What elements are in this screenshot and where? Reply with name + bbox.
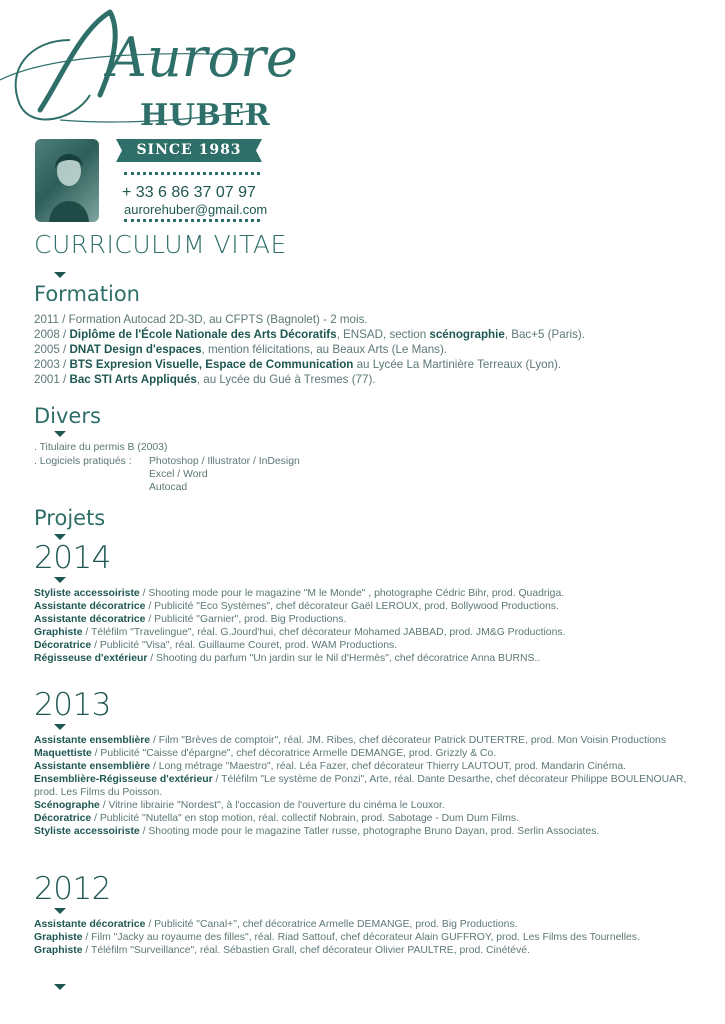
projects-2014-list [34,587,694,665]
project-item: Régisseuse d'extérieur / Shooting du parfum "Un jardin sur le Nil d'Hermès", chef décoratrice Anna BURNS.. [34,653,541,664]
project-item: Scénographe / Vitrine librairie "Nordest", à l'occasion de l'ouverture du cinéma le Louxor. [34,800,445,811]
logiciels-label: . Logiciels pratiqués : [34,456,132,467]
projects-2013-list [34,734,694,838]
logiciels-item: Photoshop / Illustrator / InDesign [149,456,300,467]
project-item: Assistante ensemblière / Film "Brèves de comptoir", réal. JM. Ribes, chef décorateur Patrick DUTERTRE, prod. Mon Voisin Productions [34,735,667,746]
project-item: Graphiste / Téléfilm "Travelingue", réal. G.Jourd'hui, chef décorateur Mohamed JABBAD, prod. JM&G Productions. [34,627,566,638]
project-item: Maquettiste / Publicité "Caisse d'épargne", chef décoratrice Armelle DEMANGE, prod. Grizzly & Co. [34,748,497,759]
arrow-down-icon [54,431,66,437]
portrait-image [35,139,99,222]
project-item: Assistante décoratrice / Publicité "Canal+", chef décoratrice Armelle DEMANGE, prod. Big Productions. [34,919,518,930]
arrow-down-icon [54,724,66,730]
since-label: SINCE 1983 [136,142,242,158]
projects-2012-list [34,918,694,957]
project-item: Assistante décoratrice / Publicité "Garnier", prod. Big Productions. [34,614,347,625]
divers-title: Divers [34,404,101,428]
formation-list [34,312,585,387]
project-item: Assistante ensemblière / Long métrage "Maestro", réal. Léa Fazer, chef décorateur Thierry LAUTOUT, prod. Mandarin Cinéma. [34,761,627,772]
banner-notches [116,139,262,162]
formation-item: 2011 / Formation Autocad 2D-3D, au CFPTS (Bagnolet) - 2 mois. [34,313,368,326]
project-item: Graphiste / Téléfilm "Surveillance", réal. Sébastien Grall, chef décorateur Olivier PAULTRE, prod. Cinétévé. [34,945,530,956]
formation-item: 2003 / BTS Expresion Visuelle, Espace de Communication au Lycée La Martinière Terreaux (Lyon). [34,358,562,371]
first-name-logo: Aurore [108,26,298,89]
divider-dots-top [124,172,260,175]
formation-item: 2005 / DNAT Design d'espaces, mention félicitations, au Beaux Arts (Le Mans). [34,343,448,356]
project-item: Ensemblière-Régisseuse d'extérieur / Téléfilm "Le système de Ponzi", Arte, réal. Dante Desarthe, chef décorateur Philippe BOULENOUAR, prod. Les Films du Poisson. [34,774,687,798]
logiciels-item: Autocad [149,482,188,493]
year-2014: 2014 [34,540,111,576]
arrow-down-icon [54,272,66,278]
formation-item: 2008 / Diplôme de l'École Nationale des Arts Décoratifs, ENSAD, section scénographie, Bac+5 (Paris). [34,328,586,341]
last-name: HUBER [140,98,271,133]
arrow-down-icon [54,908,66,914]
arrow-down-icon [54,984,66,990]
phone-number[interactable]: + 33 6 86 37 07 97 [122,184,256,201]
profile-photo [35,139,99,222]
formation-title: Formation [34,282,140,306]
project-item: Décoratrice / Publicité "Nutella" en stop motion, réal. collectif Nobrain, prod. Sabotage - Dum Dum Films. [34,813,519,824]
year-2012: 2012 [34,871,111,907]
cv-title: CURRICULUM VITAE [34,230,287,259]
project-item: Styliste accessoiriste / Shooting mode pour le magazine Tatler russe, photographe Bruno Dayan, prod. Serlin Associates. [34,826,600,837]
year-2013: 2013 [34,687,111,723]
divider-dots-bottom [124,219,260,222]
project-item: Assistante décoratrice / Publicité "Eco Systèmes", chef décorateur Gaël LEROUX, prod. Bollywood Productions. [34,601,559,612]
project-item: Graphiste / Film "Jacky au royaume des filles", réal. Riad Sattouf, chef décorateur Alain GUFFROY, prod. Les Films des Tournelles. [34,932,640,943]
formation-item: 2001 / Bac STI Arts Appliqués, au Lycée du Gué à Tresmes (77). [34,373,376,386]
project-item: Décoratrice / Publicité "Visa", réal. Guillaume Couret, prod. WAM Productions. [34,640,398,651]
email-address[interactable]: aurorehuber@gmail.com [124,202,268,217]
arrow-down-icon [54,577,66,583]
logiciels-item: Excel / Word [149,469,208,480]
project-item: Styliste accessoiriste / Shooting mode pour le magazine "M le Monde" , photographe Cédric Bihr, prod. Quadriga. [34,588,565,599]
projets-title: Projets [34,506,106,530]
permis-line: . Titulaire du permis B (2003) [34,442,168,453]
